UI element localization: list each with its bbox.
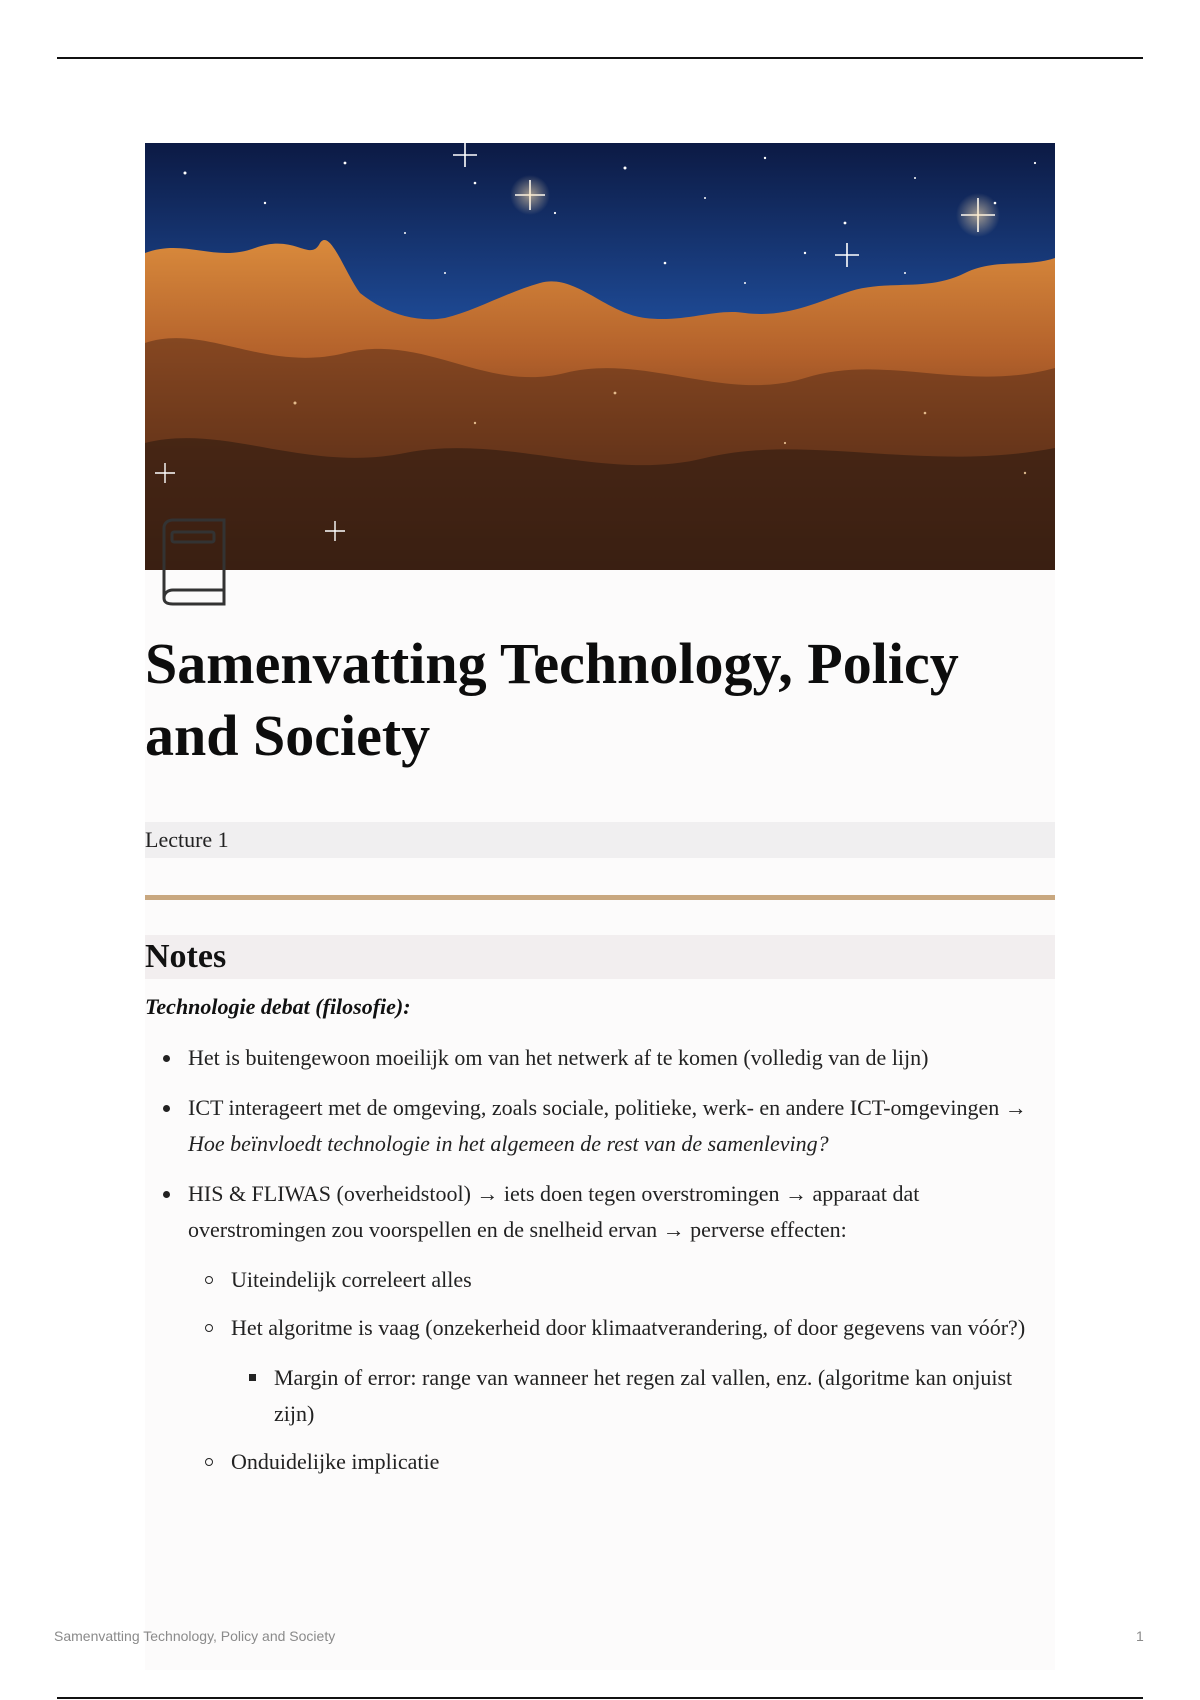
- footer-doc-title: Samenvatting Technology, Policy and Society: [54, 1628, 336, 1644]
- top-rule: [57, 57, 1143, 59]
- list-item: Het algoritme is vaag (onzekerheid door klimaatverandering, of door gegevens van vóór?) Margin of error: range van wanneer het regen zal vallen, enz. (algoritme kan onjuist zijn): [188, 1310, 1055, 1432]
- list-item: Onduidelijke implicatie: [188, 1444, 1055, 1480]
- notes-subheading: Technologie debat (filosofie):: [145, 994, 411, 1019]
- list-item: Het is buitengewoon moeilijk om van het netwerk af te komen (volledig van de lijn): [145, 1040, 1055, 1076]
- property-value: Lecture 1: [145, 827, 229, 852]
- book-icon: [158, 518, 230, 606]
- notes-heading: Notes: [145, 935, 1055, 979]
- bottom-rule: [57, 1697, 1143, 1699]
- list-item: Margin of error: range van wanneer het regen zal vallen, enz. (algoritme kan onjuist zijn): [231, 1360, 1055, 1432]
- property-tag[interactable]: [145, 822, 1055, 858]
- page-title: Samenvatting Technology, Policy and Society: [145, 631, 959, 768]
- list-item: ICT interageert met de omgeving, zoals sociale, politieke, werk- en andere ICT-omgevingen → Hoe beïnvloedt technologie in het algemeen de rest van de samenleving?: [145, 1090, 1055, 1162]
- notes-content: [145, 1040, 1055, 1494]
- list-item: HIS & FLIWAS (overheidstool) → iets doen tegen overstromingen → apparaat dat overstromingen zou voorspellen en de snelheid ervan → perverse effecten: Uiteindelijk correleert alles Het algoritme is vaag (onzekerheid door klimaatverandering, of door gegevens van vóór?) Margin of error: range van wanneer het regen zal vallen, enz. (algoritme kan onjuist zijn) Onduidelijke implicatie: [145, 1176, 1055, 1480]
- cover-image: [145, 143, 1055, 570]
- section-divider: [145, 895, 1055, 900]
- footer-page-number: 1: [1136, 1628, 1144, 1644]
- list-item: Uiteindelijk correleert alles: [188, 1262, 1055, 1298]
